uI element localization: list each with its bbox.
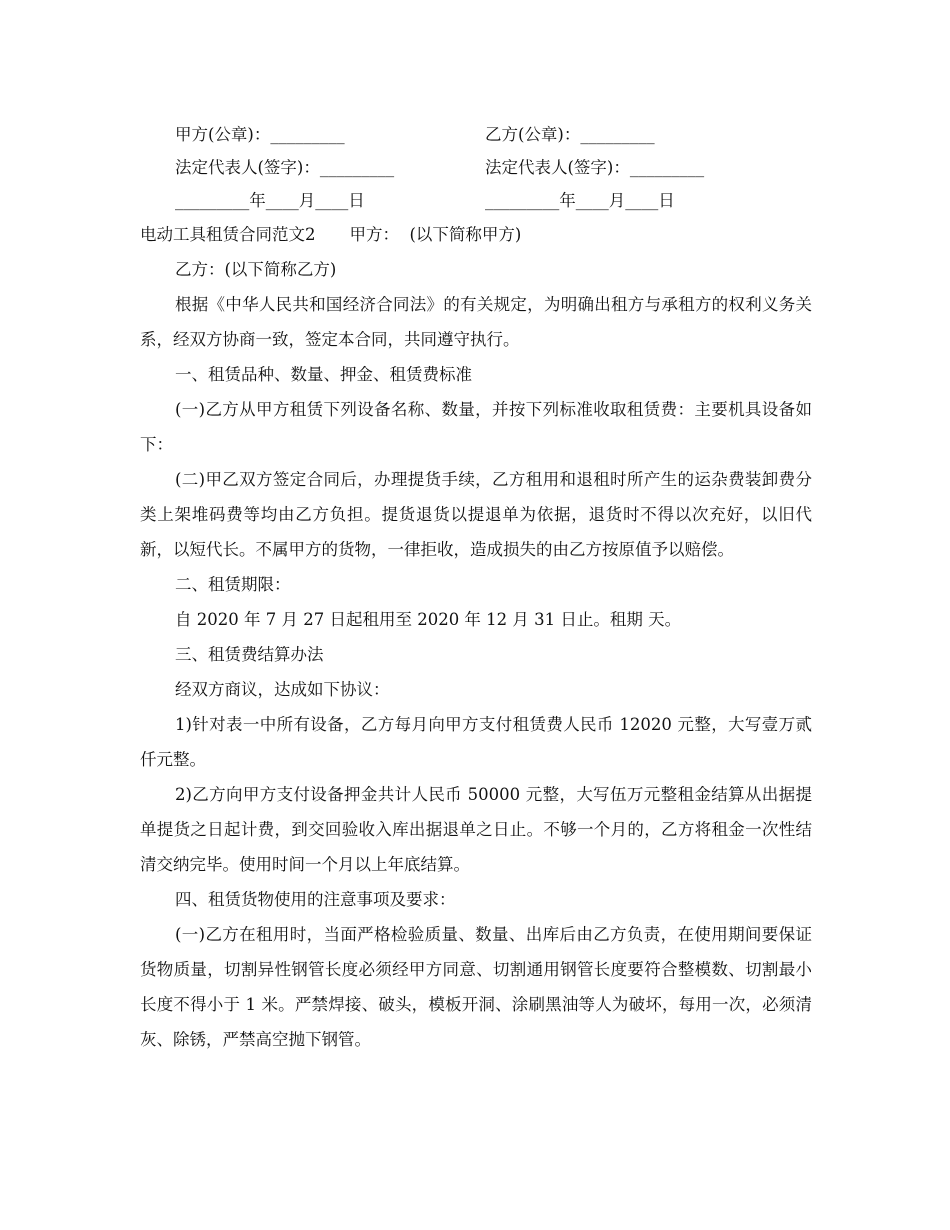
contract-title: 电动工具租赁合同范文2 (140, 225, 316, 244)
signature-row-date (140, 184, 812, 217)
section-4-clause-1: (一)乙方在租用时，当面严格检验质量、数量、出库后由乙方负责，在使用期间要保证货物质量，切割异性钢管长度必须经甲方同意、切割通用钢管长度要符合整模数、切割最小长度不得小于 1 米。严禁焊接、破头，模板开洞、涂刷黑油等人为破坏，每用一次，必须清灰、除锈，严禁高空抛下钢管。 (140, 925, 812, 1049)
party-b-date-field: _________年____月____日 (485, 191, 675, 210)
signature-row-seal (140, 118, 812, 151)
party-b-seal-field: 乙方(公章)：_________ (485, 125, 655, 144)
document-body (140, 118, 812, 1057)
signature-row-representative (140, 151, 812, 184)
section-3-clause-1: 1)针对表一中所有设备，乙方每月向甲方支付租赁费人民币 12020 元整，大写壹万贰仟元整。 (140, 715, 812, 769)
section-2-heading: 二、租赁期限： (175, 575, 291, 594)
party-b-representative-field: 法定代表人(签字)：_________ (485, 158, 705, 177)
party-a-seal-field: 甲方(公章)：_________ (175, 125, 345, 144)
intro-paragraph: 根据《中华人民共和国经济合同法》的有关规定，为明确出租方与承租方的权利义务关系，经双方协商一致，签定本合同，共同遵守执行。 (140, 295, 812, 349)
section-2-period: 自 2020 年 7 月 27 日起租用至 2020 年 12 月 31 日止。租期 天。 (175, 610, 682, 629)
section-3-heading: 三、租赁费结算办法 (175, 645, 324, 664)
party-a-representative-field: 法定代表人(签字)：_________ (175, 158, 395, 177)
section-3-clause-2: 2)乙方向甲方支付设备押金共计人民币 50000 元整，大写伍万元整租金结算从出据提单提货之日起计费，到交回验收入库出据退单之日止。不够一个月的，乙方将租金一次性结清交纳完毕。使用时间一个月以上年底结算。 (140, 785, 812, 874)
party-a-definition: 甲方： (以下简称甲方) (349, 225, 522, 244)
party-b-definition: 乙方：(以下简称乙方) (175, 260, 337, 279)
contract-title-line (140, 217, 812, 252)
section-3-intro: 经双方商议，达成如下协议： (175, 680, 390, 699)
section-4-heading: 四、租赁货物使用的注意事项及要求： (175, 890, 456, 909)
section-1-clause-1: (一)乙方从甲方租赁下列设备名称、数量，并按下列标准收取租赁费：主要机具设备如下： (140, 400, 812, 454)
section-1-clause-2: (二)甲乙双方签定合同后，办理提货手续，乙方租用和退租时所产生的运杂费装卸费分类上架堆码费等均由乙方负担。提货退货以提退单为依据，退货时不得以次充好，以旧代新，以短代长。不属甲方的货物，一律拒收，造成损失的由乙方按原值予以赔偿。 (140, 470, 812, 559)
section-1-heading: 一、租赁品种、数量、押金、租赁费标准 (175, 365, 472, 384)
party-a-date-field: _________年____月____日 (175, 191, 365, 210)
